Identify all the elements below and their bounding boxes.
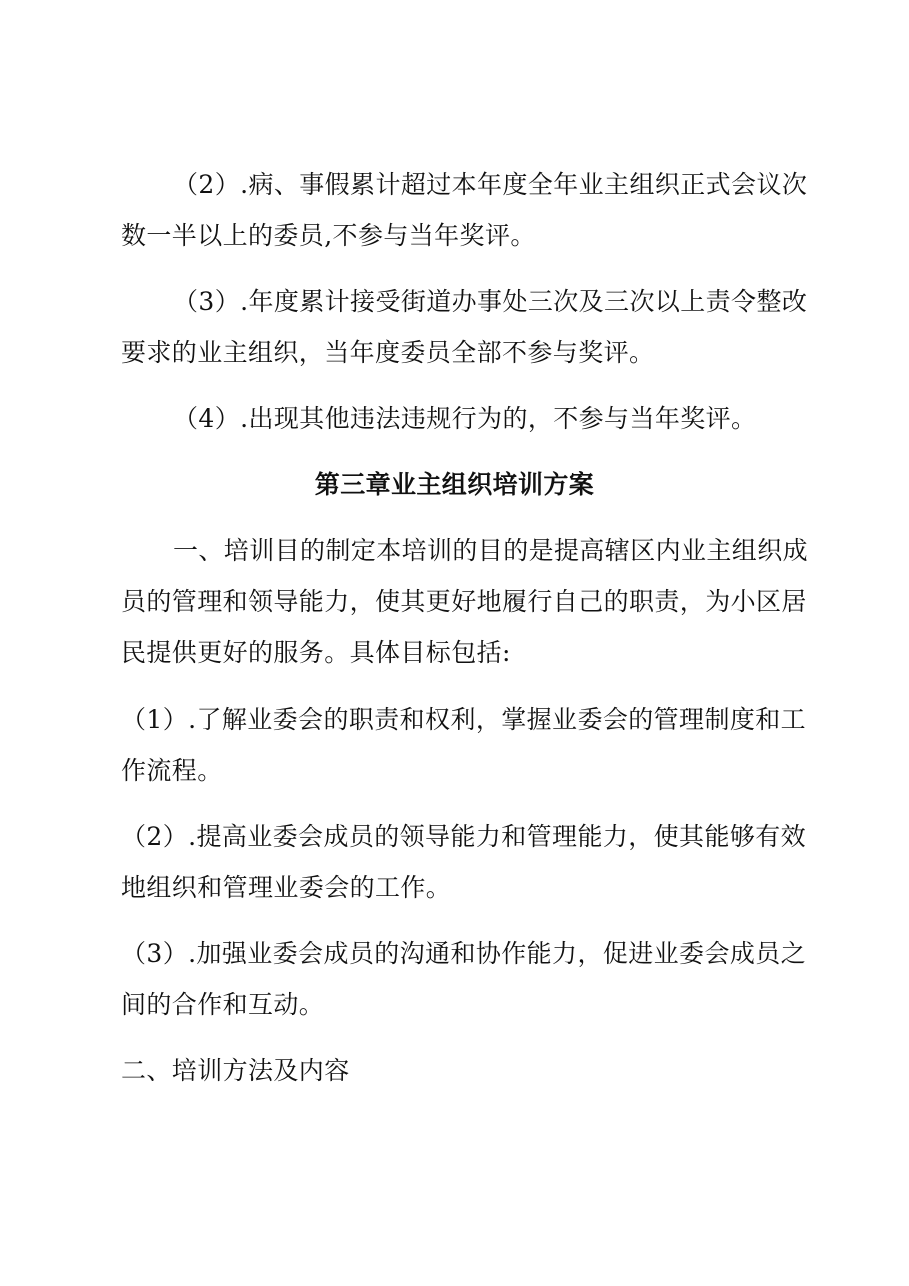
paragraph-rectification-line-2: 要求的业主组织，当年度委员全部不参与奖评。 (121, 338, 655, 367)
paragraph-training-goal-line-1: 一、培训目的制定本培训的目的是提高辖区内业主组织成 (173, 536, 809, 565)
goal-item-2-line-1: （2）.提高业委会成员的领导能力和管理能力，使其能够有效 (121, 822, 807, 851)
paragraph-rectification-line-1: （3）.年度累计接受街道办事处三次及三次以上责令整改 (173, 287, 808, 316)
goal-item-1-line-2: 作流程。 (121, 756, 223, 785)
paragraph-violations: （4）.出现其他违法违规行为的，不参与当年奖评。 (173, 404, 757, 433)
paragraph-training-goal-line-2: 员的管理和领导能力，使其更好地履行自己的职责，为小区居 (121, 587, 807, 616)
paragraph-sick-leave-line-1: （2）.病、事假累计超过本年度全年业主组织正式会议次 (173, 170, 808, 199)
goal-item-3-line-2: 间的合作和互动。 (121, 990, 325, 1019)
chapter-title: 第三章业主组织培训方案 (314, 470, 595, 499)
paragraph-training-goal-line-3: 民提供更好的服务。具体目标包括: (121, 638, 511, 667)
goal-item-2-line-2: 地组织和管理业委会的工作。 (121, 873, 452, 902)
goal-item-3-line-1: （3）.加强业委会成员的沟通和协作能力，促进业委会成员之 (121, 939, 807, 968)
paragraph-sick-leave-line-2: 数一半以上的委员,不参与当年奖评。 (121, 221, 536, 250)
section-title-training-methods: 二、培训方法及内容 (121, 1056, 350, 1085)
goal-item-1-line-1: （1）.了解业委会的职责和权利，掌握业委会的管理制度和工 (121, 705, 807, 734)
